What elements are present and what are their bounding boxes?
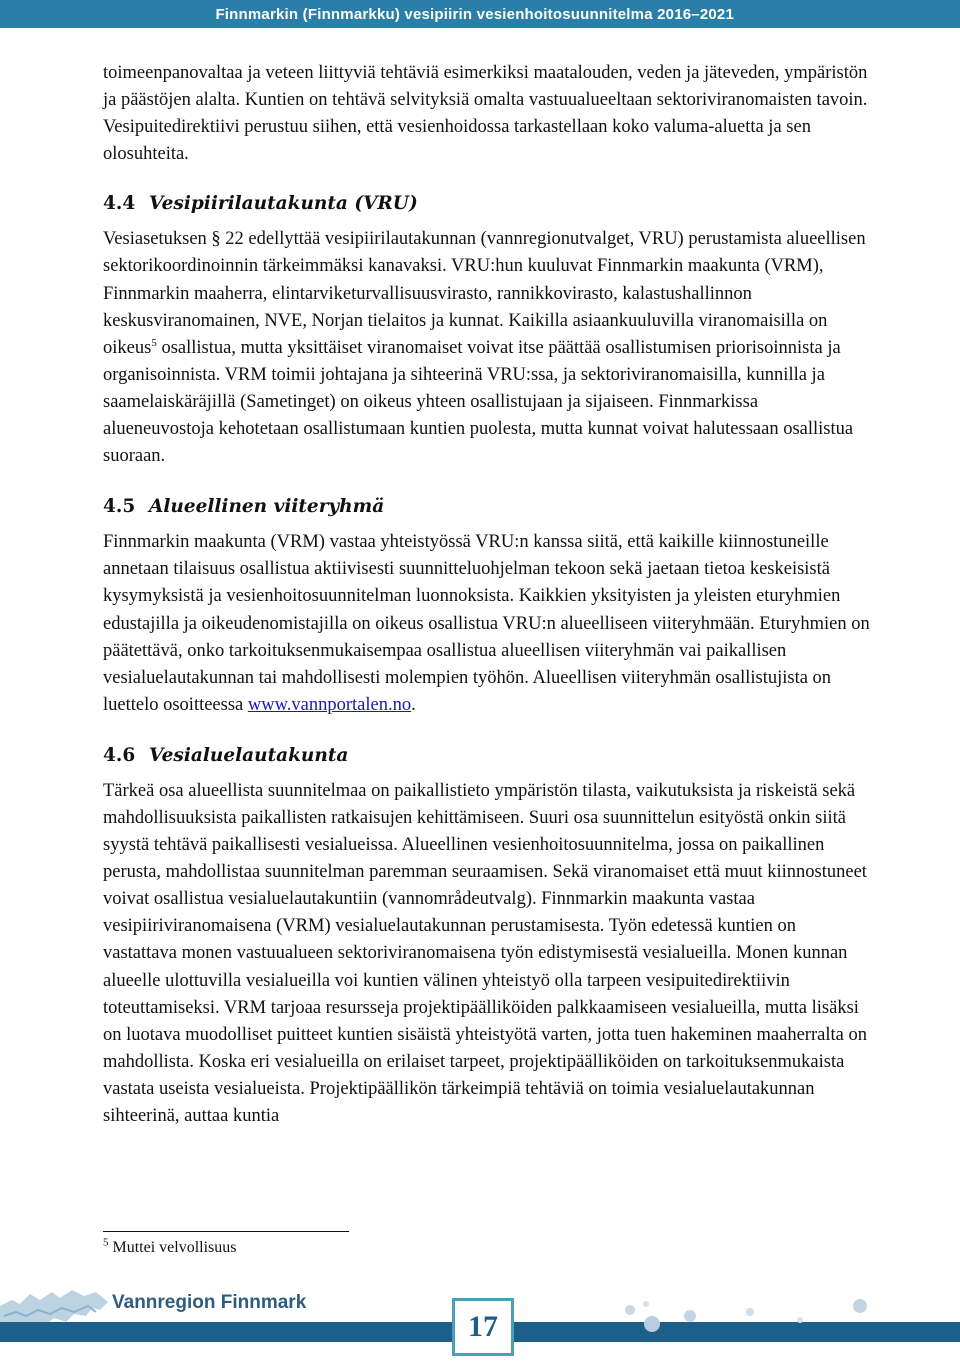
page-number: 17 (468, 1310, 498, 1343)
footnote-number: 5 (103, 1236, 109, 1249)
section-number: 4.4 (103, 193, 136, 215)
section-heading-4-4 (103, 191, 873, 217)
section-number: 4.5 (103, 496, 136, 518)
brand-name: Vannregion Finnmark (112, 1292, 307, 1313)
running-header-title: Finnmarkin (Finnmarkku) vesipiirin vesienhoitosuunnitelma 2016–2021 (215, 5, 734, 23)
section-heading-4-5 (103, 494, 873, 520)
section-number: 4.6 (103, 744, 136, 766)
intro-paragraph: toimeenpanovaltaa ja veteen liittyviä tehtäviä esimerkiksi maatalouden, veden ja jäteveden, ympäristön ja päästöjen alalta. Kuntien on tehtävä selvityksiä omalta vastuualueeltaan sektoriviranomaisten tavoin. Vesipuitedirektiivi perustuu siihen, että vesienhoidossa tarkastellaan koko valuma-aluetta ja sen olosuhteita. (103, 63, 868, 165)
footnote (103, 1236, 237, 1257)
vannportalen-link[interactable]: www.vannportalen.no (247, 694, 412, 715)
section-title: Alueellinen viiteryhmä (149, 496, 385, 518)
footnote-text: Muttei velvollisuus (112, 1239, 237, 1256)
section-4-5-paragraph (103, 529, 873, 719)
paragraph-text: Vesiasetuksen § 22 edellyttää vesipiirilautakunnan (vannregionutvalget, VRU) perustamista alueellisen sektorikoordinoinnin tärkeimmäksi kanavaksi. VRU:hun kuuluvat Finnmarkin maakunta (VRM), Finnmarkin maaherra, elintarviketurvallisuusvirasto, rannikkovirasto, kalastushallinnon keskusviranomainen, NVE, Norjan tielaitos ja kunnat. Kaikilla asiaankuuluvilla viranomaisilla on oikeus (103, 229, 866, 358)
section-title: Vesipiirilautakunta (VRU) (149, 193, 418, 215)
section-4-4-paragraph (103, 226, 873, 470)
paragraph-end: . (411, 694, 416, 715)
water-droplets-icon (600, 1292, 900, 1362)
page-number-box (452, 1298, 514, 1356)
section-title: Vesialuelautakunta (149, 744, 349, 766)
section-4-6-paragraph: Tärkeä osa alueellista suunnitelmaa on paikallistieto ympäristön tilasta, vaikutuksista ja riskeistä sekä mahdollisuuksista paikallisten ratkaisujen kehittämiseen. Suuri osa suunnittelun esityöstä onkin siitä syystä tehtävä paikallisesti vesialueissa. Alueellinen vesienhoitosuunnitelma, jossa on paikallinen perusta, mahdollistaa suunnitelman paremman seuraamisen. Sekä viranomaiset että muut kiinnostuneet voivat osallistua vesialuelautakuntiin (vannområdeutvalg). Finnmarkin maakunta vastaa vesipiiriviranomaisena (VRM) vesialuelautakunnan perustamisesta. Työn edetessä kuntien on vastattava monen vastuualueen sektoriviranomaisena työn edistymisestä vesialueilla. Monen kunnan alueelle ulottuvilla vesialueilla voi kuntien välinen yhteistyö olla tarpeen vesipuitedirektiivin toteuttamiseksi. VRM tarjoaa resursseja projektipäälliköiden palkkaamiseen vesialueilla, mutta lisäksi on luotava muodolliset puitteet kuntien sisäistä yhteistyötä varten, jotta tuen hakeminen maaherralta on mahdollista. Koska eri vesialueilla on erilaiset tarpeet, projektipäälliköiden on tarkoituksenmukaista vastata useista vesialueista. Projektipäällikön tärkeimpiä tehtäviä on toimia vesialuelautakunnan sihteerinä, auttaa kuntia (103, 780, 867, 1126)
paragraph-text: osallistua, mutta yksittäiset viranomaiset voivat itse päättää osallistumisen priorisoinnista ja organisoinnista. VRM toimii johtajana ja sihteerinä VRU:ssa, ja sektoriviranomaisilla, kunnilla ja saamelaiskäräjillä (Sametinget) on oikeus yhteen osallistujaan ja sijaiseen. Finnmarkissa alueneuvostoja kehotetaan osallistumaan kuntien puolesta, mutta kunnat voivat halutessaan osallistua suoraan. (103, 337, 854, 467)
footnote-reference[interactable]: 5 (151, 336, 157, 349)
running-header (0, 0, 960, 28)
section-heading-4-6 (103, 743, 873, 769)
footnote-divider (103, 1231, 349, 1232)
paragraph-text: Finnmarkin maakunta (VRM) vastaa yhteistyössä VRU:n kanssa siitä, että kaikille kiinnostuneille annetaan tilaisuus osallistua aktiivisesti suunnitteluohjelman tekoon sekä jaetaan tietoa keskeisistä kysymyksistä ja vesienhoitosuunnitelman luonnoksista. Kaikkien yksityisten ja yleisten eturyhmien edustajilla ja oikeudenomistajilla on oikeus osallistua VRU:n alueelliseen viiteryhmään. Eturyhmien on päätettävä, onko tarkoituksenmukaisempaa osallistua alueellisen viiteryhmän vai paikallisen vesialuelautakunnan tai mahdollisesti molempien työhön. Alueellisen viiteryhmän osallistujista on luettelo osoitteessa (103, 532, 870, 715)
page-content (103, 60, 873, 1130)
footer (0, 1286, 960, 1361)
